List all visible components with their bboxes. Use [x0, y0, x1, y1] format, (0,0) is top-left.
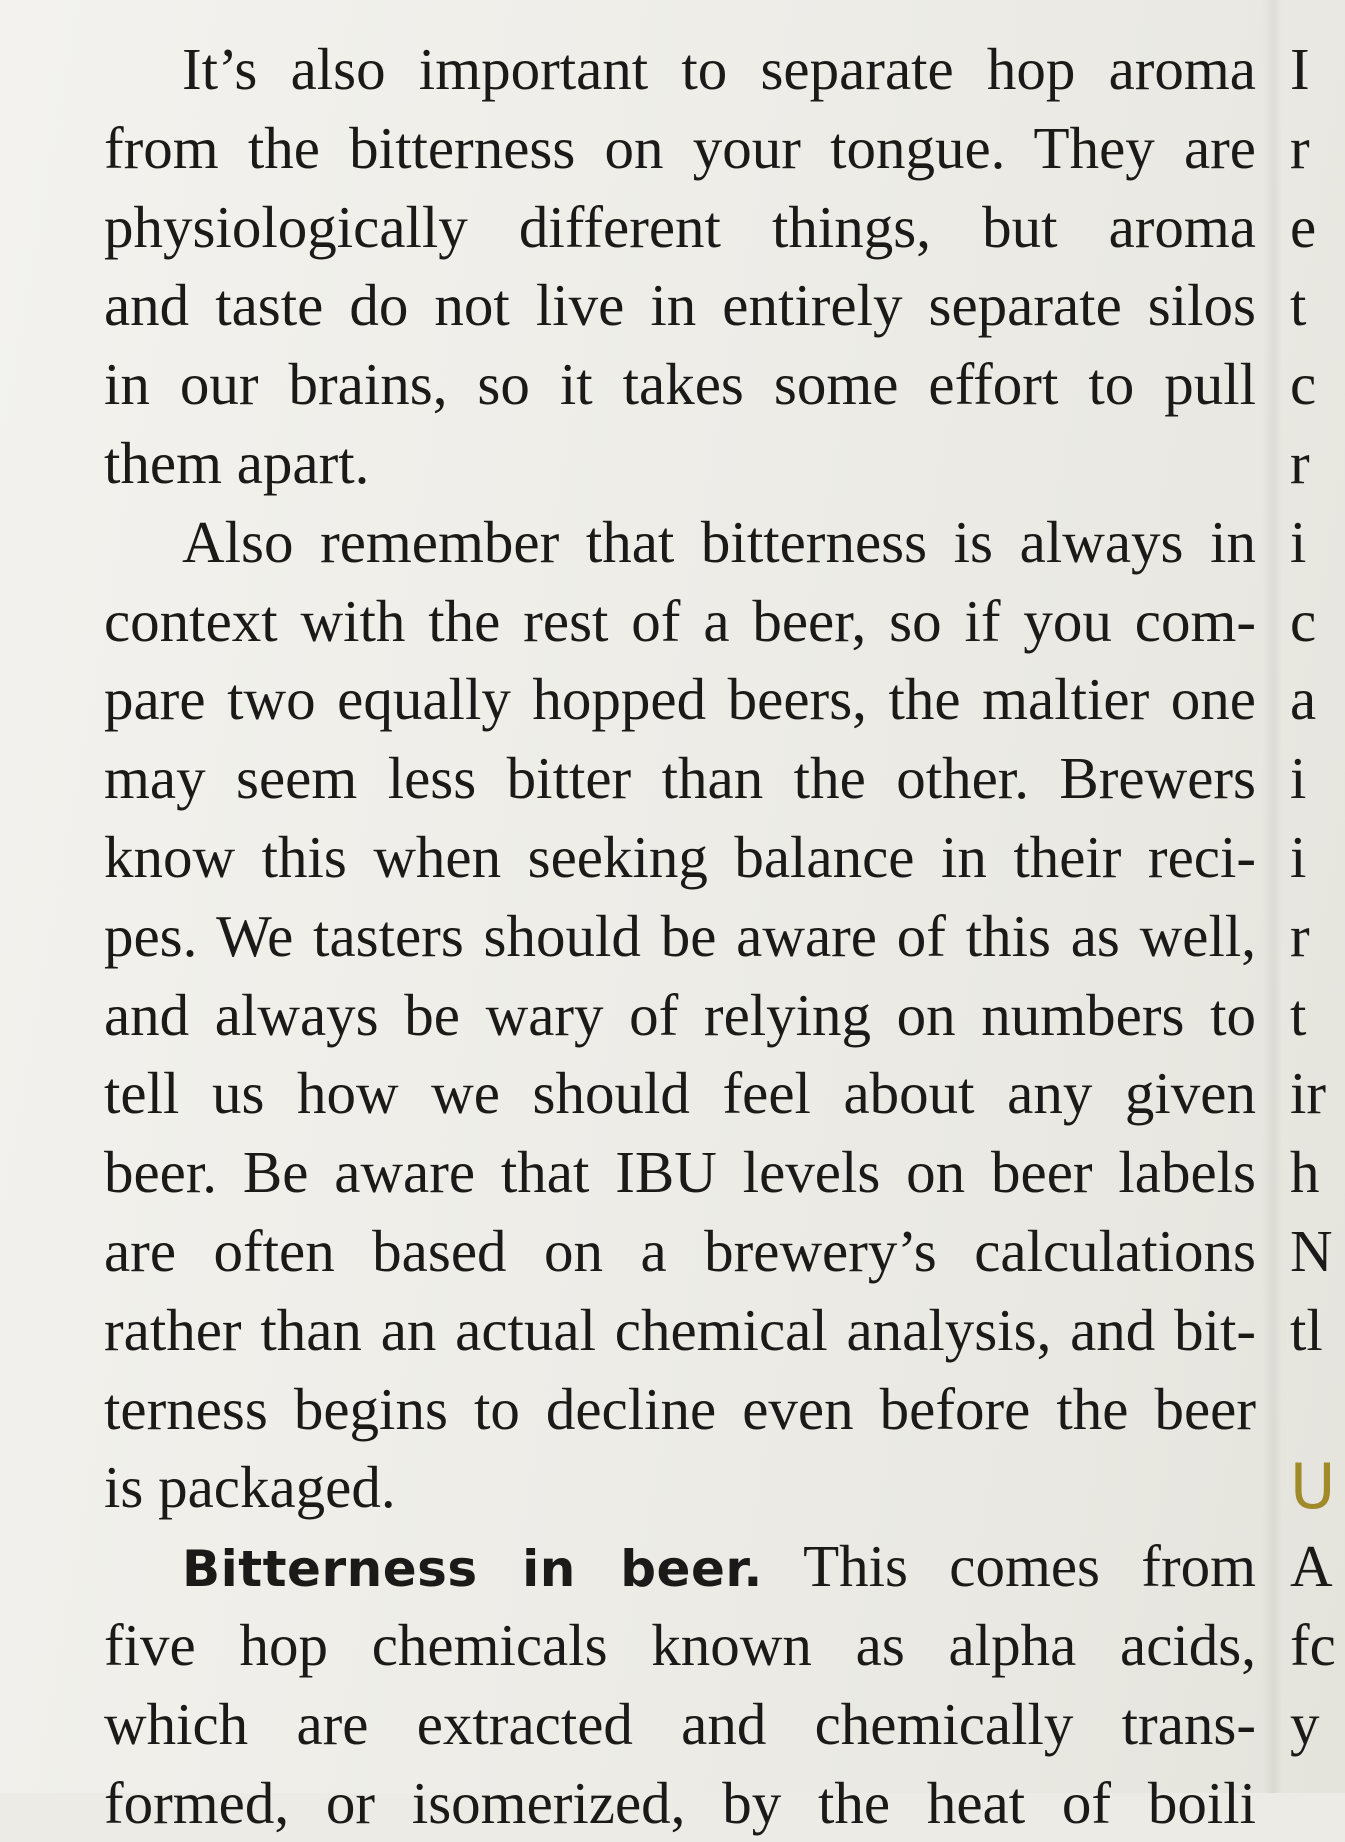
- run-in-heading: Bitterness in beer.: [182, 1540, 763, 1599]
- text-line: tell us how we should feel about any given: [104, 1060, 1256, 1127]
- text-line: physiologically different things, but aroma: [104, 193, 1256, 260]
- text-line: beer. Be aware that IBU levels on beer labels: [104, 1139, 1256, 1206]
- cropped-text-fragment: tl: [1290, 1296, 1323, 1363]
- text-line: context with the rest of a beer, so if you com-: [104, 587, 1256, 654]
- cropped-text-fragment: r: [1290, 429, 1310, 496]
- text-line: which are extracted and chemically trans-: [104, 1690, 1256, 1757]
- cropped-text-fragment: i: [1290, 745, 1307, 812]
- cropped-text-fragment: a: [1290, 666, 1317, 733]
- text-line: from the bitterness on your tongue. They are: [104, 114, 1256, 181]
- cropped-text-fragment: fc: [1290, 1611, 1336, 1678]
- cropped-text-fragment: y: [1290, 1690, 1320, 1757]
- text-line: formed, or isomerized, by the heat of boili: [104, 1769, 1256, 1836]
- text-line: know this when seeking balance in their reci-: [104, 823, 1256, 890]
- text-line: them apart.: [104, 429, 370, 496]
- text-line: five hop chemicals known as alpha acids,: [104, 1611, 1256, 1678]
- cropped-text-fragment: i: [1290, 823, 1307, 890]
- text-line: [104, 1527, 1256, 1606]
- text-line: is packaged.: [104, 1454, 396, 1521]
- cropped-text-fragment: [1290, 1370, 1345, 1449]
- cropped-text-fragment: N: [1290, 1217, 1333, 1284]
- paragraph-hop-aroma: [104, 30, 1256, 503]
- cropped-text-fragment: I: [1290, 36, 1310, 102]
- text-line: are often based on a brewery’s calculations: [104, 1217, 1256, 1284]
- paragraph-bitterness-context: [104, 503, 1256, 1527]
- cropped-text-fragment: i: [1290, 508, 1307, 575]
- adjacent-column-cropped: [1290, 30, 1345, 1764]
- cropped-text-fragment: t: [1290, 272, 1307, 339]
- cropped-text-fragment: h: [1290, 1139, 1320, 1206]
- cropped-text-fragment: r: [1290, 114, 1310, 181]
- text-line: pes. We tasters should be aware of this as well,: [104, 902, 1256, 969]
- cropped-text-fragment: c: [1290, 587, 1317, 654]
- cropped-text-fragment: A: [1290, 1533, 1333, 1600]
- paragraph-bitterness-in-beer: [104, 1527, 1256, 1842]
- text-line: rather than an actual chemical analysis, and bit-: [104, 1296, 1256, 1363]
- text-line: Also remember that bitterness is always in: [182, 508, 1256, 575]
- text-line: terness begins to decline even before the beer: [104, 1375, 1256, 1442]
- text-line: and always be wary of relying on numbers to: [104, 981, 1256, 1048]
- text-line: in our brains, so it takes some effort to pull: [104, 351, 1256, 418]
- cropped-text-fragment: e: [1290, 193, 1317, 260]
- text-line: pare two equally hopped beers, the maltier one: [104, 666, 1256, 733]
- text-line: and taste do not live in entirely separate silos: [104, 272, 1256, 339]
- cropped-text-fragment: r: [1290, 902, 1310, 969]
- cropped-text-fragment: t: [1290, 981, 1307, 1048]
- cropped-heading-fragment: U: [1290, 1450, 1336, 1524]
- text-line: may seem less bitter than the other. Brewers: [104, 745, 1256, 812]
- cropped-text-fragment: ir: [1290, 1060, 1327, 1127]
- cropped-text-fragment: c: [1290, 351, 1317, 418]
- text-span: This comes from: [762, 1533, 1256, 1600]
- page-fold-shadow: [1262, 0, 1282, 1793]
- main-text-column: [104, 30, 1256, 1842]
- text-line: It’s also important to separate hop aroma: [182, 36, 1256, 102]
